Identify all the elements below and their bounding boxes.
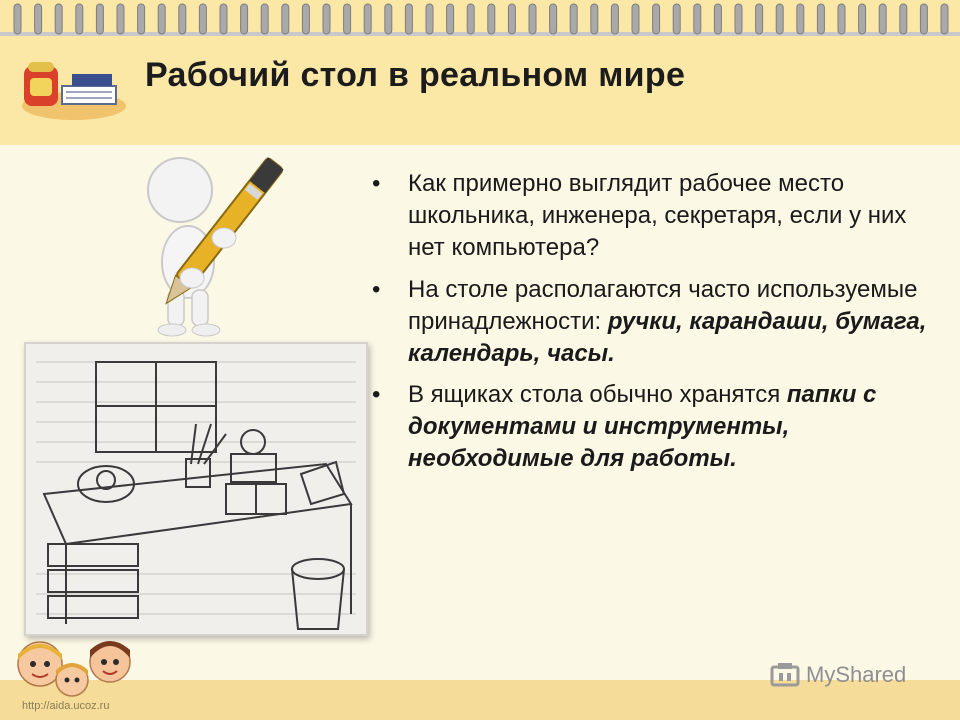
spiral-ring	[776, 4, 783, 34]
spiral-ring	[55, 4, 62, 34]
spiral-ring	[714, 4, 721, 34]
spiral-ring	[941, 4, 948, 34]
spiral-ring	[488, 4, 495, 34]
spiral-ring	[508, 4, 515, 34]
spiral-ring	[364, 4, 371, 34]
bullet-text: На столе располагаются часто используемые принадлежности:	[408, 275, 918, 335]
spiral-ring	[179, 4, 186, 34]
spiral-ring	[447, 4, 454, 34]
bullet-emphasis-text: ручки, карандаши, бумага, календарь, часы.	[408, 307, 927, 367]
logo-text: MyShared	[806, 662, 907, 687]
spiral-ring	[14, 4, 21, 34]
spiral-ring	[158, 4, 165, 34]
spiral-ring	[611, 4, 618, 34]
workspace-sketch-image	[24, 342, 368, 636]
bullet-text: В ящиках стола обычно хранятся	[408, 381, 787, 409]
bullet-text: Как примерно выглядит рабочее место школьника, инженера, секретаря, если у них нет компьютера?	[408, 170, 907, 261]
spiral-ring	[570, 4, 577, 34]
footer-url: http://aida.ucoz.ru	[22, 700, 110, 712]
spiral-ring	[241, 4, 248, 34]
spiral-ring	[467, 4, 474, 34]
spiral-ring	[282, 4, 289, 34]
pen-figure-icon	[128, 150, 288, 345]
spiral-ring	[735, 4, 742, 34]
slide-title: Рабочий стол в реальном мире	[145, 56, 686, 94]
spiral-ring	[220, 4, 227, 34]
school-bag-icon	[14, 56, 132, 126]
bullet-marker: •	[372, 381, 381, 409]
spiral-ring	[529, 4, 536, 34]
spiral-ring	[138, 4, 145, 34]
spiral-ring	[550, 4, 557, 34]
spiral-ring	[838, 4, 845, 34]
bullet-item	[368, 379, 928, 475]
bullet-item	[368, 168, 928, 264]
spiral-ring	[673, 4, 680, 34]
myshared-logo-icon	[770, 661, 800, 689]
spiral-ring	[302, 4, 309, 34]
spiral-ring	[591, 4, 598, 34]
spiral-ring	[76, 4, 83, 34]
spiral-ring	[405, 4, 412, 34]
spiral-ring	[96, 4, 103, 34]
bullet-emphasis-text: папки с документами и инструменты, необходимые для работы.	[408, 381, 877, 473]
bullet-list	[368, 168, 928, 485]
myshared-logo	[770, 658, 930, 692]
kids-faces-icon	[10, 636, 140, 702]
spiral-ring	[900, 4, 907, 34]
spiral-ring	[920, 4, 927, 34]
spiral-ring	[694, 4, 701, 34]
bullet-marker: •	[372, 170, 381, 197]
desk-sketch-illustration	[26, 344, 366, 634]
spiral-ring	[879, 4, 886, 34]
spiral-ring	[385, 4, 392, 34]
spiral-ring	[344, 4, 351, 34]
bullet-item	[368, 274, 928, 370]
spiral-ring	[756, 4, 763, 34]
spiral-ring	[199, 4, 206, 34]
spiral-binding	[0, 0, 960, 50]
spiral-ring	[632, 4, 639, 34]
spiral-ring	[859, 4, 866, 34]
spiral-ring	[261, 4, 268, 34]
spiral-ring	[797, 4, 804, 34]
spiral-ring	[117, 4, 124, 34]
bullet-marker: •	[372, 275, 381, 303]
spiral-ring	[817, 4, 824, 34]
spiral-ring	[653, 4, 660, 34]
spiral-ring	[323, 4, 330, 34]
spiral-ring	[426, 4, 433, 34]
spiral-ring	[35, 4, 42, 34]
